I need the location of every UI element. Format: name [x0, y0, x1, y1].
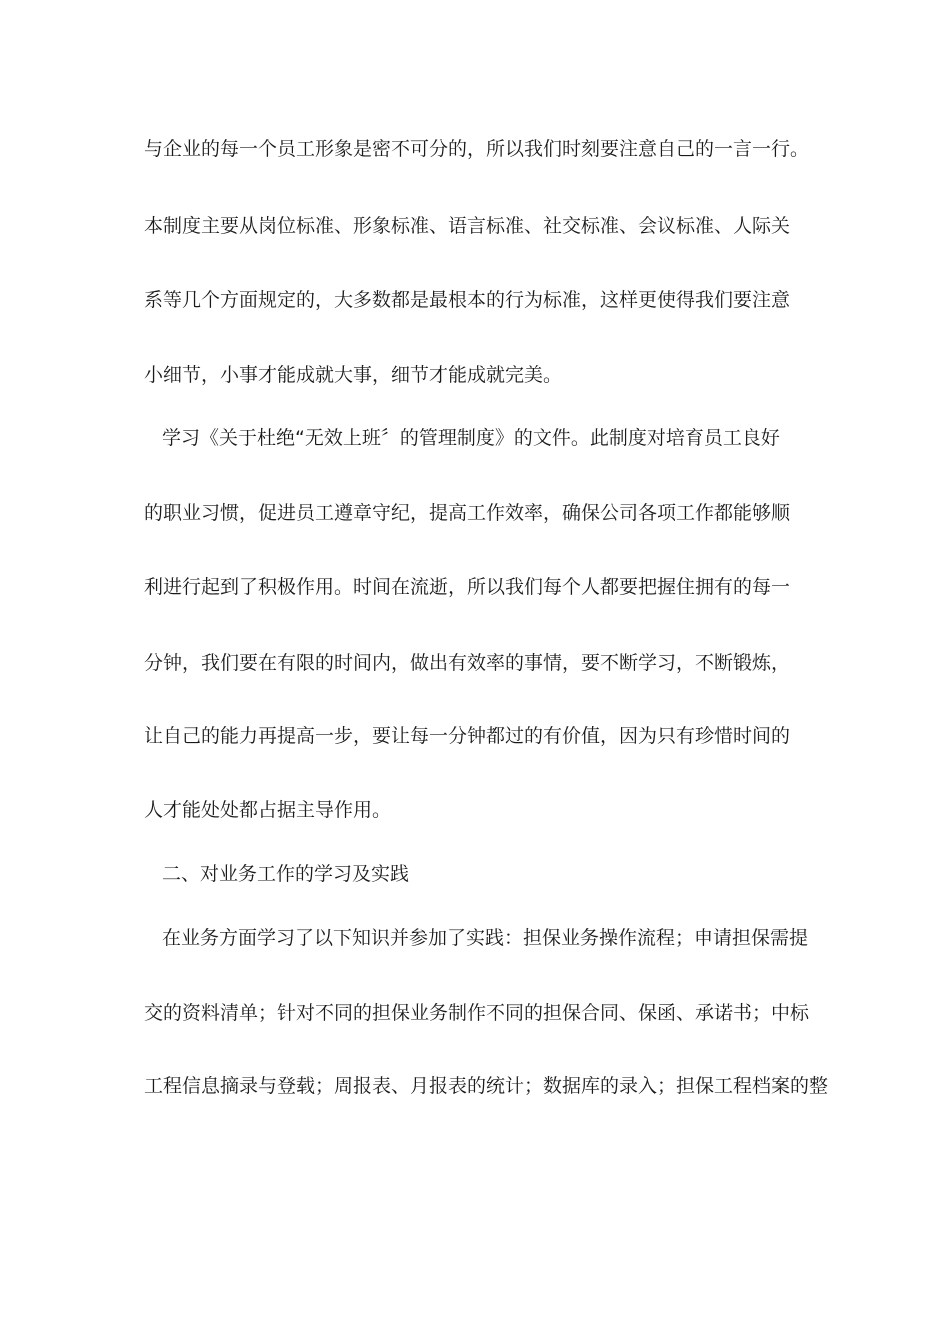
paragraph-line: 学习《关于杜绝“无效上班〞的管理制度》的文件。此制度对培育员工良好 [162, 427, 780, 449]
paragraph-line: 本制度主要从岗位标准、形象标准、语言标准、社交标准、会议标准、人际关 [144, 215, 791, 237]
paragraph-line: 的职业习惯，促进员工遵章守纪，提高工作效率，确保公司各项工作都能够顺 [144, 502, 791, 524]
paragraph-line: 交的资料清单；针对不同的担保业务制作不同的担保合同、保函、承诺书；中标 [144, 1002, 810, 1024]
paragraph-line: 人才能处处都占据主导作用。 [144, 799, 392, 821]
paragraph-line: 利进行起到了积极作用。时间在流逝，所以我们每个人都要把握住拥有的每一 [144, 576, 791, 598]
paragraph-line: 在业务方面学习了以下知识并参加了实践：担保业务操作流程；申请担保需提 [162, 927, 809, 949]
paragraph-line: 与企业的每一个员工形象是密不可分的，所以我们时刻要注意自己的一言一行。 [144, 138, 810, 160]
paragraph-line: 系等几个方面规定的，大多数都是最根本的行为标准，这样更使得我们要注意 [144, 289, 791, 311]
paragraph-line: 小细节，小事才能成就大事，细节才能成就完美。 [144, 364, 563, 386]
paragraph-line: 让自己的能力再提高一步，要让每一分钟都过的有价值，因为只有珍惜时间的 [144, 725, 791, 747]
paragraph-line: 工程信息摘录与登载；周报表、月报表的统计；数据库的录入；担保工程档案的整 [144, 1075, 829, 1097]
paragraph-line: 分钟，我们要在有限的时间内，做出有效率的事情，要不断学习，不断锻炼， [144, 652, 791, 674]
section-heading: 二、对业务工作的学习及实践 [162, 863, 410, 885]
